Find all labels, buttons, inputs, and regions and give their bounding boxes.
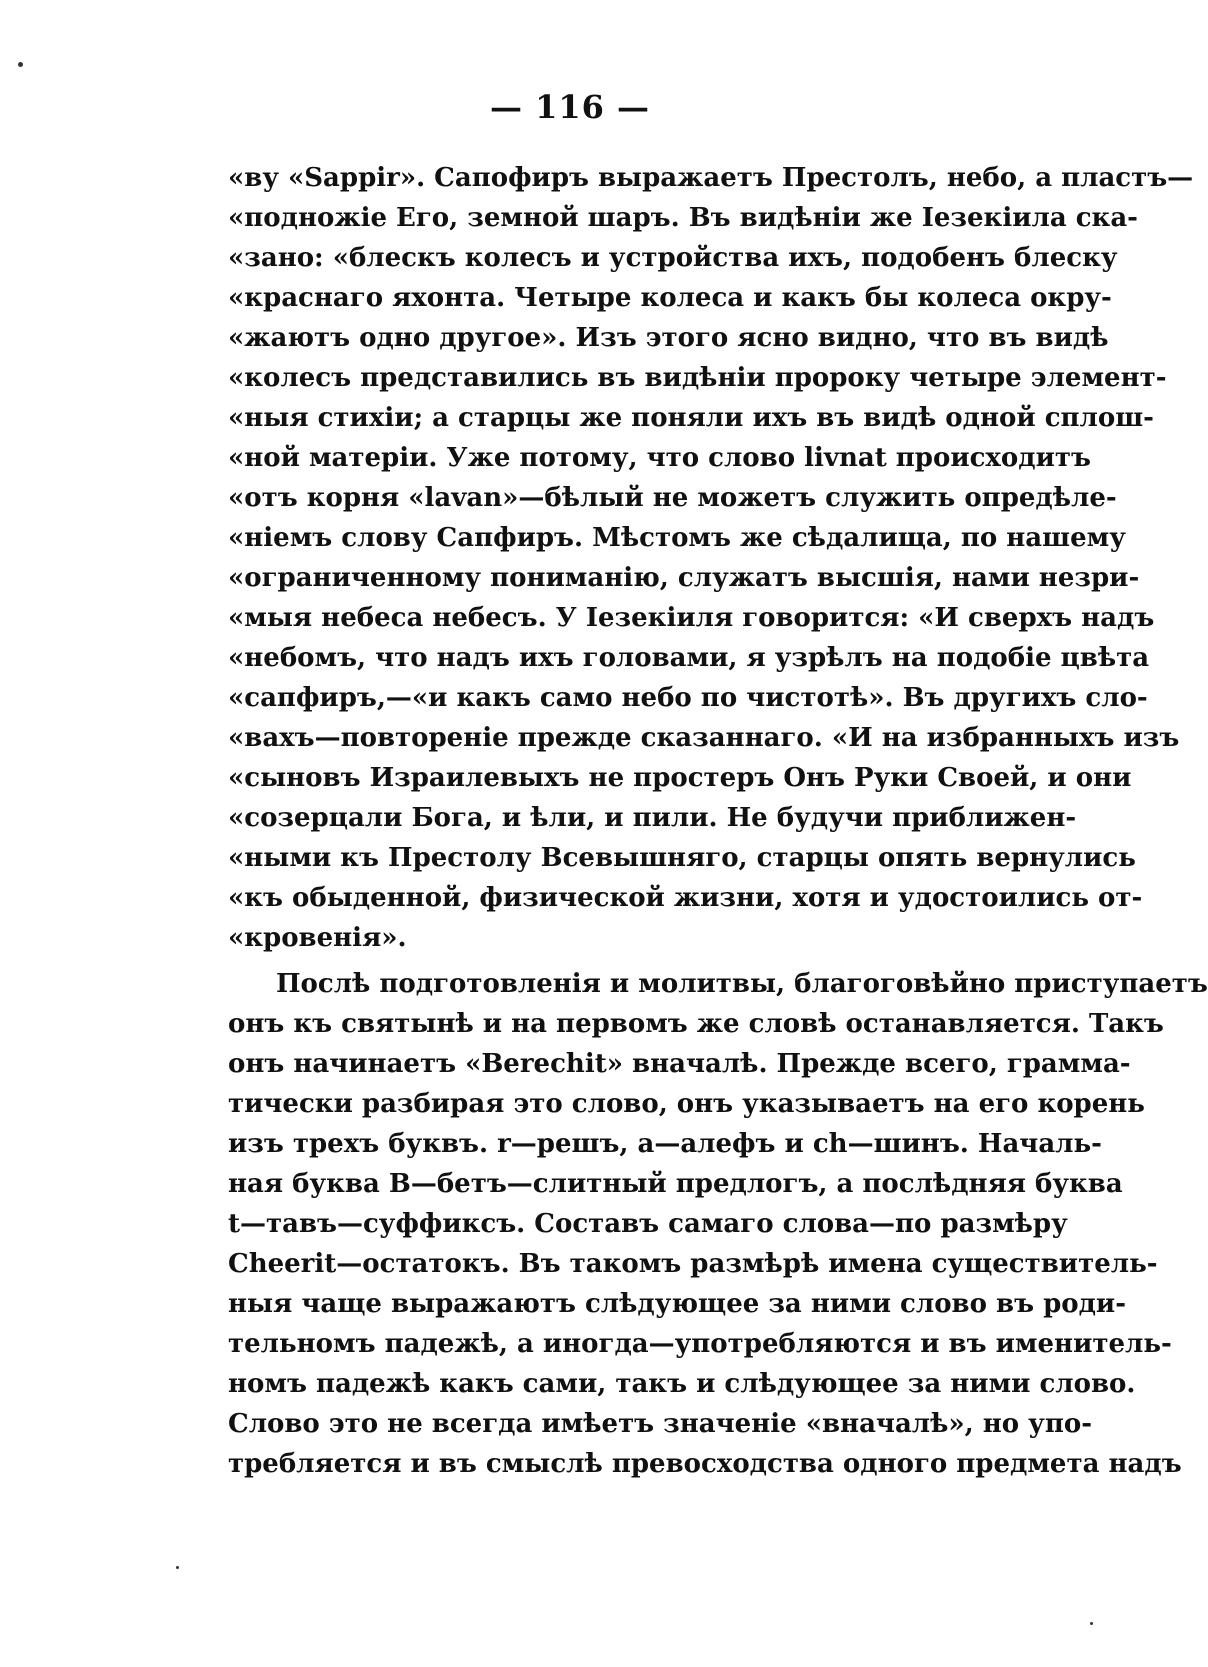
text-line: «колесъ представились въ видѣніи пророку четыре элемент-: [228, 363, 1167, 393]
text-line: «подножіе Его, земной шаръ. Въ видѣніи же Іезекіила ска-: [228, 203, 1138, 233]
text-line: «ной матеріи. Уже потому, что слово livnat происходитъ: [228, 443, 1091, 473]
text-line: требляется и въ смыслѣ превосходства одного предмета надъ: [228, 1449, 1182, 1479]
text-line: t—тавъ—суффиксъ. Составъ самаго слова—по размѣру: [228, 1209, 1068, 1239]
page-number: — 116 —: [489, 88, 651, 126]
text-line: «краснаго яхонта. Четыре колеса и какъ бы колеса окру-: [228, 283, 1112, 313]
text-line: тически разбирая это слово, онъ указываетъ на его корень: [228, 1089, 1145, 1119]
text-line: «ограниченному пониманію, служатъ высшія, нами незри-: [228, 563, 1140, 593]
text-line: онъ начинаетъ «Berechit» вначалѣ. Прежде всего, грамма-: [228, 1049, 1131, 1079]
text-line: тельномъ падежѣ, а иногда—употребляются и въ именитель-: [228, 1329, 1172, 1359]
scan-speck: [18, 62, 23, 67]
text-line: ная буква B—бетъ—слитный предлогъ, а послѣдняя буква: [228, 1169, 1123, 1199]
text-line: «небомъ, что надъ ихъ головами, я узрѣлъ на подобіе цвѣта: [228, 643, 1150, 673]
text-line: «созерцали Бога, и ѣли, и пили. Не будучи приближен-: [228, 803, 1077, 833]
text-line: «мыя небеса небесъ. У Іезекіиля говорится: «И сверхъ надъ: [228, 603, 1155, 633]
text-line: «сыновъ Израилевыхъ не простеръ Онъ Руки Своей, и они: [228, 763, 1132, 793]
text-line: «ніемъ слову Сапфиръ. Мѣстомъ же сѣдалища, по нашему: [228, 523, 1126, 553]
body-text: [228, 158, 1208, 1484]
text-line: «зано: «блескъ колесъ и устройства ихъ, подобенъ блеску: [228, 243, 1118, 273]
text-line: изъ трехъ буквъ. r—решъ, a—алефъ и ch—шинъ. Началь-: [228, 1129, 1102, 1159]
paragraph-1: [228, 158, 1194, 958]
text-line: «вахъ—повтореніе прежде сказаннаго. «И на избранныхъ изъ: [228, 723, 1180, 753]
text-line: «отъ корня «lavan»—бѣлый не можетъ служить опредѣле-: [228, 483, 1117, 513]
text-line: Послѣ подготовленія и молитвы, благоговѣйно приступаетъ: [276, 969, 1208, 999]
text-line: онъ къ святынѣ и на первомъ же словѣ останавляется. Такъ: [228, 1009, 1164, 1039]
text-line: «кровенія».: [228, 923, 407, 953]
text-line: «сапфиръ,—«и какъ само небо по чистотѣ». Въ другихъ сло-: [228, 683, 1148, 713]
text-line: «ву «Sappir». Сапофиръ выражаетъ Престолъ, небо, а пластъ—: [228, 163, 1194, 193]
scan-speck: [176, 1566, 179, 1569]
text-line: Cheerit—остатокъ. Въ такомъ размѣрѣ имена существитель-: [228, 1249, 1158, 1279]
text-line: «ными къ Престолу Всевышняго, старцы опять вернулись: [228, 843, 1136, 873]
scan-speck: [1090, 1622, 1093, 1625]
paragraph-2: [228, 964, 1208, 1484]
text-line: ныя чаще выражаютъ слѣдующее за ними слово въ роди-: [228, 1289, 1127, 1319]
text-line: «къ обыденной, физической жизни, хотя и удостоились от-: [228, 883, 1143, 913]
text-line: «жаютъ одно другое». Изъ этого ясно видно, что въ видѣ: [228, 323, 1109, 353]
text-line: «ныя стихіи; а старцы же поняли ихъ въ видѣ одной сплош-: [228, 403, 1154, 433]
text-line: номъ падежѣ какъ сами, такъ и слѣдующее за ними слово.: [228, 1369, 1136, 1399]
text-line: Слово это не всегда имѣетъ значеніе «вначалѣ», но упо-: [228, 1409, 1092, 1439]
